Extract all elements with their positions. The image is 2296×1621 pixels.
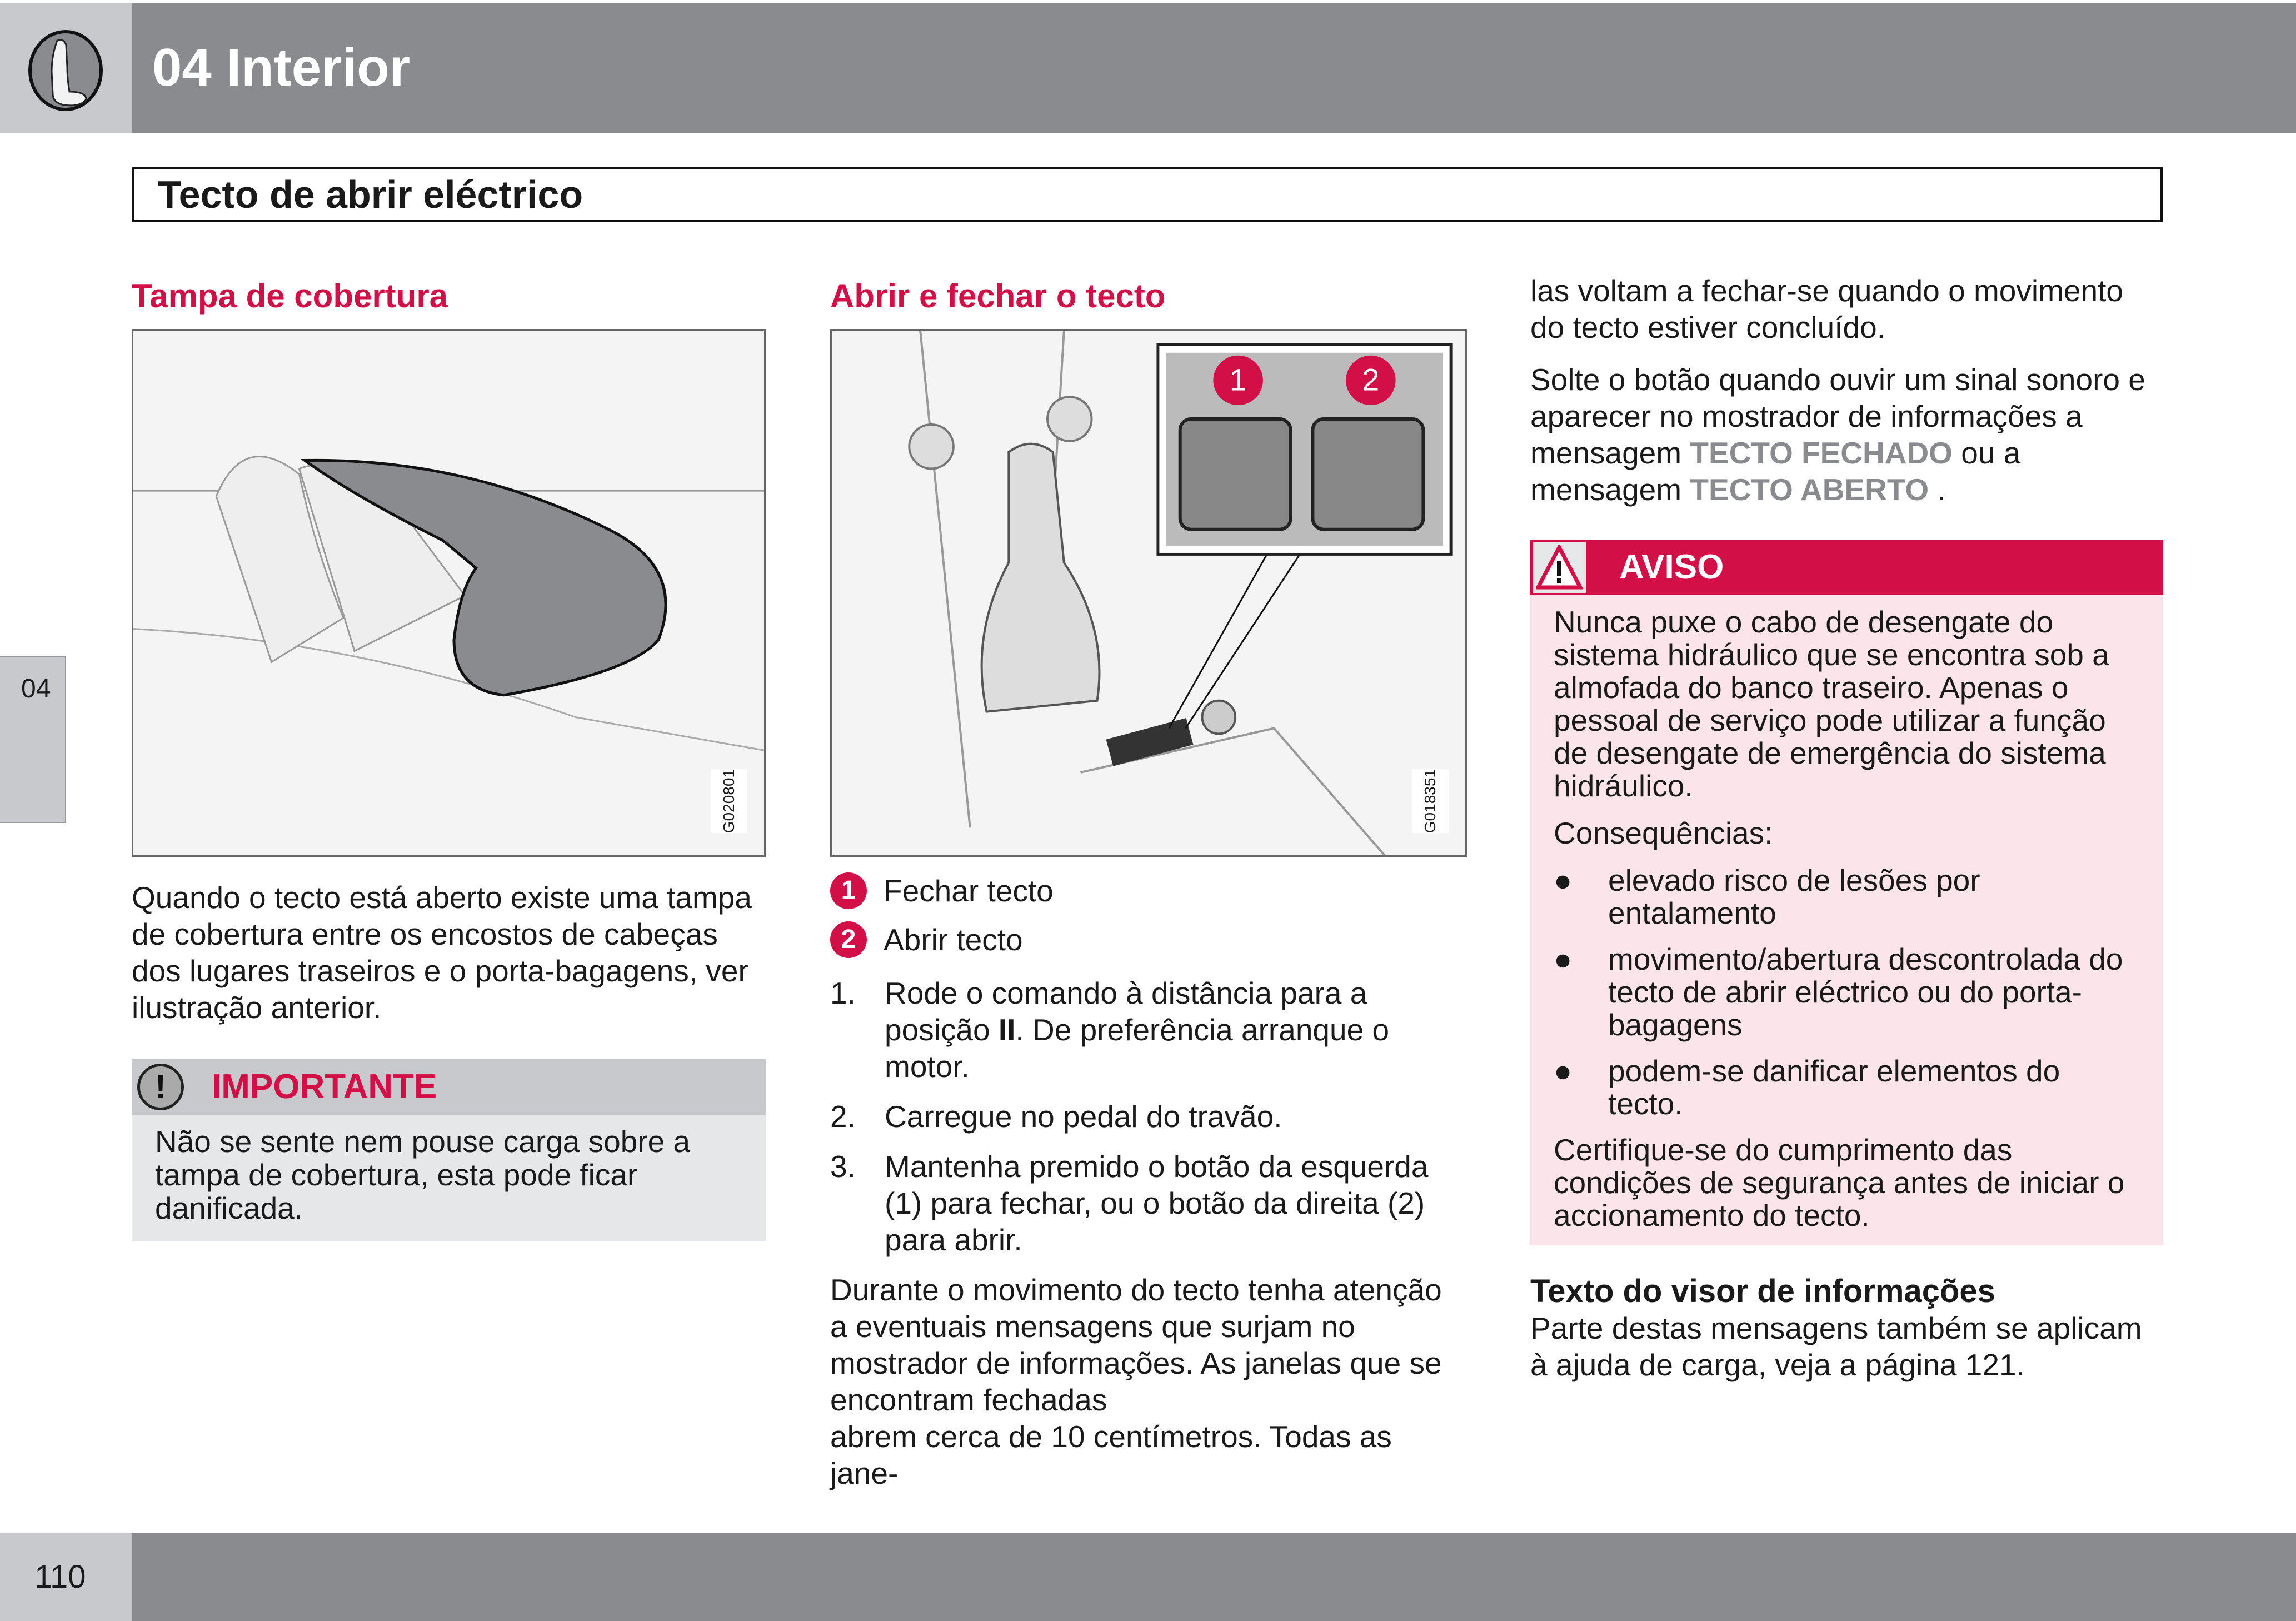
chapter-icon-panel (0, 3, 132, 133)
warning-text: Nunca puxe o cabo de desengate do sistema hidráulico que se encontra sob a almofada do banco traseiro. Apenas o pessoal de serviço pode utilizar a função de desengate de emergência do sistema hidráulico. (1554, 605, 2109, 803)
warning-title: AVISO (1619, 548, 1724, 586)
important-box (132, 1059, 766, 1241)
message-closed: TECTO FECHADO (1690, 436, 1953, 470)
column-1 (132, 272, 766, 1241)
page-number: 110 (0, 1533, 132, 1621)
chapter-side-tab[interactable]: 04 (0, 656, 66, 823)
seat-icon (27, 29, 104, 112)
warning-closing: Certifique-se do cumprimento das condições de segurança antes de iniciar o accionamento do tecto. (1554, 1133, 2125, 1233)
consequences-label: Consequências: (1554, 816, 1773, 850)
heading-tampa: Tampa de cobertura (132, 277, 448, 315)
movement-paragraph: Durante o movimento do tecto tenha atenção a eventuais mensagens que surjam no mostrador de informações. As janelas que se encontram fechadas (830, 1273, 1442, 1417)
callout-number: 1 (830, 872, 867, 909)
column-3 (1530, 272, 2163, 1383)
section-title: Tecto de abrir eléctrico (132, 167, 2163, 222)
windows-paragraph: las voltam a fechar-se quando o movimento do tecto estiver concluído. (1530, 273, 2123, 345)
display-text-paragraph: Parte destas mensagens também se aplicam à ajuda de carga, veja a página 121. (1530, 1311, 2142, 1382)
figure-label-2: 2 (1362, 362, 1380, 397)
steps-list (830, 975, 1467, 1258)
step-item: 1. Rode o comando à distância para a posição II. De preferência arranque o motor. (830, 976, 1390, 1084)
page-footer (0, 1533, 2296, 1621)
callout-text: Fechar tecto (884, 874, 1054, 908)
chapter-header (0, 3, 2296, 133)
console-illustration (830, 329, 1467, 857)
cover-illustration (132, 329, 766, 857)
warning-triangle-icon (1533, 542, 1586, 593)
cover-paragraph: Quando o tecto está aberto existe uma tampa de cobertura entre os encostos de cabeças dos lugares traseiros e o porta-bagagens, ver ilustração anterior. (132, 880, 752, 1025)
callout-2 (830, 921, 1467, 958)
important-text: Não se sente nem pouse carga sobre a tampa de cobertura, esta pode ficar danificada. (155, 1124, 691, 1225)
figure-label-1: 1 (1229, 362, 1247, 397)
warning-box (1530, 540, 2163, 1245)
release-paragraph: Solte o botão quando ouvir um sinal sonoro e aparecer no mostrador de informações a mensagem TECTO FECHADO ou a mensagem TECTO ABERTO . (1530, 362, 2145, 507)
exclamation-icon: ! (137, 1064, 184, 1110)
important-title: IMPORTANTE (212, 1068, 437, 1106)
consequence-item: ● podem-se danificar elementos do tecto. (1554, 1054, 2060, 1121)
step-item: 3. Mantenha premido o botão da esquerda (1) para fechar, ou o botão da direita (2) para abrir. (830, 1149, 1429, 1257)
column-2 (830, 272, 1467, 1492)
figure-code: G020801 (711, 769, 747, 833)
callout-text: Abrir tecto (884, 922, 1023, 957)
display-text-heading: Texto do visor de informações (1530, 1273, 1995, 1309)
figure-code: G018351 (1412, 769, 1449, 833)
heading-abrir: Abrir e fechar o tecto (830, 277, 1166, 315)
callout-number: 2 (830, 921, 867, 958)
consequence-item: ● movimento/abertura descontrolada do tecto de abrir eléctrico ou do porta-bagagens (1554, 942, 2123, 1042)
chapter-title: 04 Interior (152, 38, 411, 97)
message-open: TECTO ABERTO (1690, 472, 1929, 507)
consequence-item: ● elevado risco de lesões por entalamento (1554, 863, 1980, 930)
step-item: 2. Carregue no pedal do travão. (830, 1099, 1282, 1134)
movement-paragraph-cont: abrem cerca de 10 centímetros. Todas as jane- (830, 1419, 1392, 1490)
callout-1 (830, 872, 1467, 909)
